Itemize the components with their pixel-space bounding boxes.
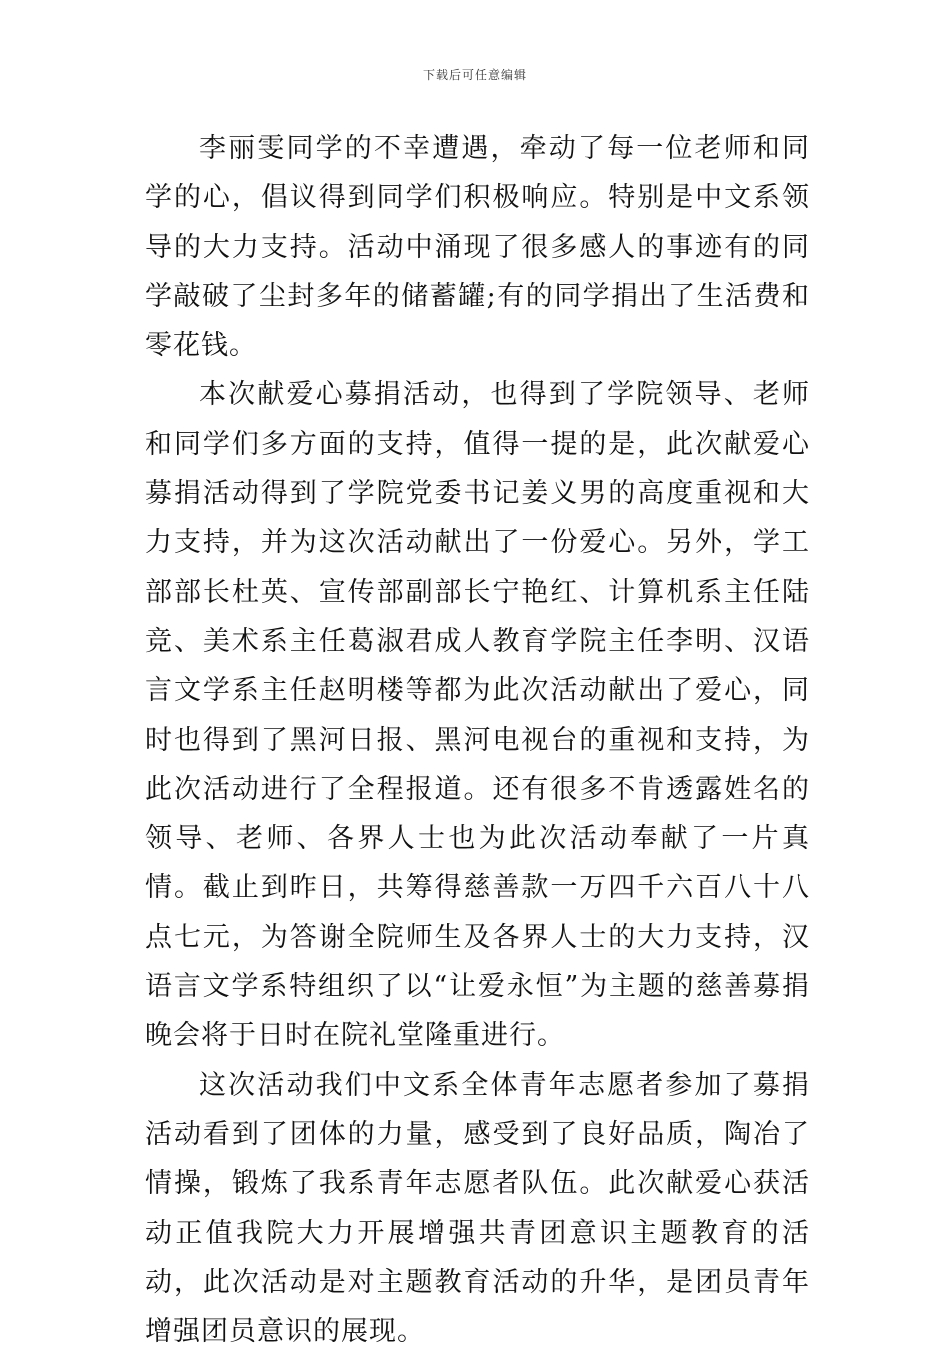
paragraph-2: 本次献爱心募捐活动，也得到了学院领导、老师和同学们多方面的支持，值得一提的是，此次献爱心募捐活动得到了学院党委书记姜义男的高度重视和大力支持，并为这次活动献出了一份爱心。另外，学工部部长杜英、宣传部副部长宁艳红、计算机系主任陆竞、美术系主任葛淑君成人教育学院主任李明、汉语言文学系主任赵明楼等都为此次活动献出了爱心，同时也得到了黑河日报、黑河电视台的重视和支持，为此次活动进行了全程报道。还有很多不肯透露姓名的领导、老师、各界人士也为此次活动奉献了一片真情。截止到昨日，共筹得慈善款一万四千六百八十八点七元，为答谢全院师生及各界人士的大力支持，汉语言文学系特组织了以“让爱永恒”为主题的慈善募捐晚会将于日时在院礼堂隆重进行。 <box>145 379 810 1052</box>
paragraph-3: 这次活动我们中文系全体青年志愿者参加了募捐活动看到了团体的力量，感受到了良好品质，陶冶了情操，锻炼了我系青年志愿者队伍。此次献爱心获活动正值我院大力开展增强共青团意识主题教育的活动，此次活动是对主题教育活动的升华，是团员青年增强团员意识的展现。 <box>145 1069 810 1348</box>
paragraph-1: 李丽雯同学的不幸遭遇，牵动了每一位老师和同学的心，倡议得到同学们积极响应。特别是中文系领导的大力支持。活动中涌现了很多感人的事迹有的同学敲破了尘封多年的储蓄罐;有的同学捐出了生活费和零花钱。 <box>145 133 810 362</box>
document-body <box>145 124 810 1356</box>
header-note: 下载后可任意编辑 <box>422 68 527 82</box>
